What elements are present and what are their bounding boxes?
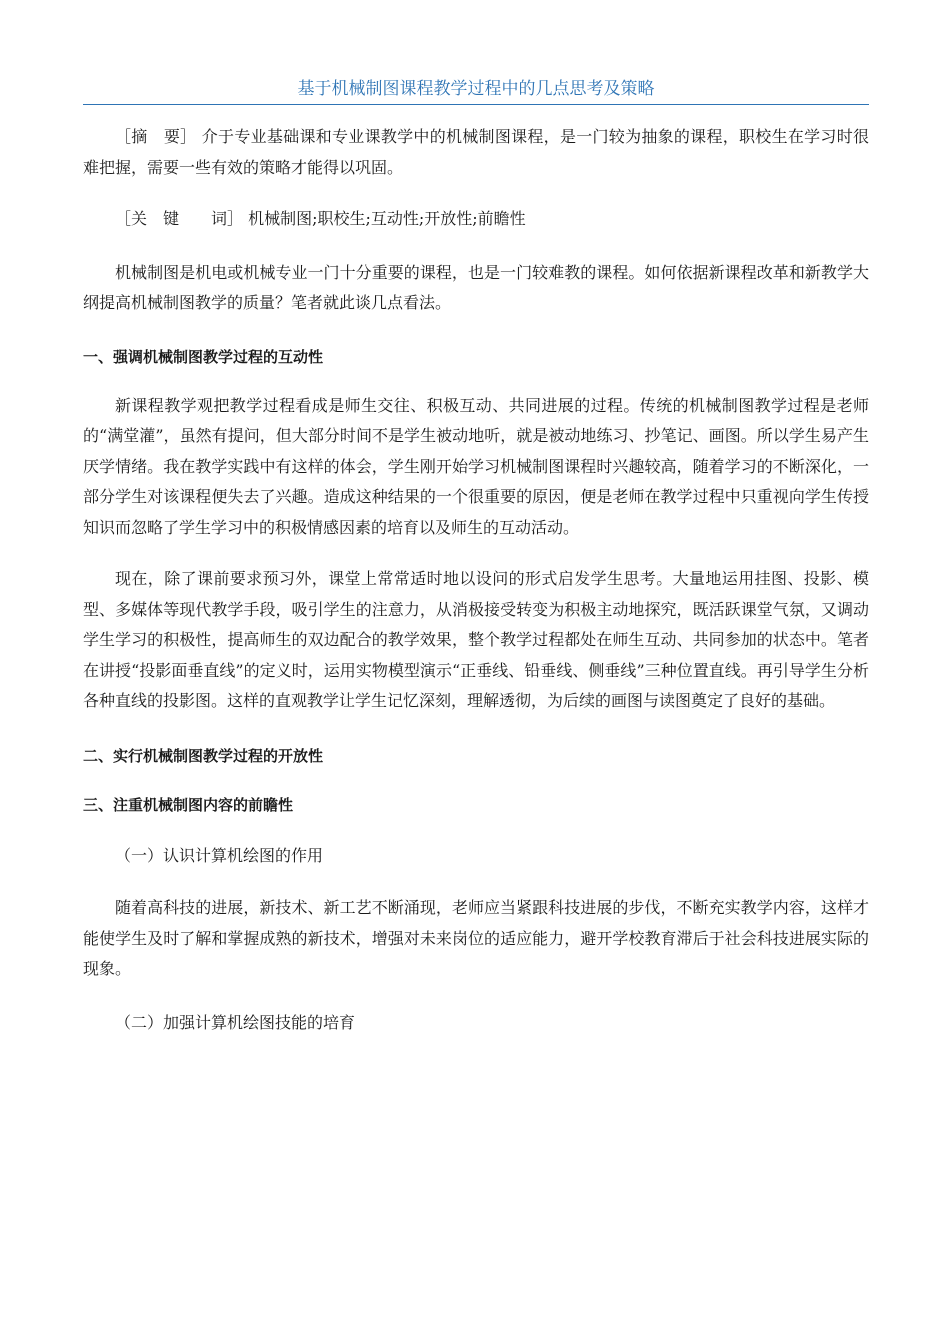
section-1-heading: 一、强调机械制图教学过程的互动性 — [83, 347, 324, 366]
section-3-heading: 三、注重机械制图内容的前瞻性 — [83, 795, 294, 814]
section-1-paragraph-1: 新课程教学观把教学过程看成是师生交往、积极互动、共同进展的过程。传统的机械制图教学过程是老师的“满堂灌”，虽然有提问，但大部分时间不是学生被动地听，就是被动地练习、抄笔记、画图。所以学生易产生厌学情绪。我在教学实践中有这样的体会，学生刚开始学习机械制图课程时兴趣较高，随着学习的不断深化，一部分学生对该课程便失去了兴趣。造成这种结果的一个很重要的原因，便是老师在教学过程中只重视向学生传授知识而忽略了学生学习中的积极情感因素的培育以及师生的互动活动。 — [83, 395, 869, 537]
intro-paragraph: 机械制图是机电或机械专业一门十分重要的课程，也是一门较难教的课程。如何依据新课程改革和新教学大纲提高机械制图教学的质量？笔者就此谈几点看法。 — [83, 262, 869, 312]
subsection-1-heading: （一）认识计算机绘图的作用 — [115, 845, 324, 865]
abstract: ［摘 要］ 介于专业基础课和专业课教学中的机械制图课程，是一门较为抽象的课程，职校生在学习时很难把握，需要一些有效的策略才能得以巩固。 — [83, 127, 869, 177]
document-page — [83, 78, 869, 1038]
keywords: ［关 键 词］ 机械制图;职校生;互动性;开放性;前瞻性 — [115, 209, 526, 228]
subsection-2-heading: （二）加强计算机绘图技能的培育 — [115, 1012, 356, 1032]
document-title: 基于机械制图课程教学过程中的几点思考及策略 — [83, 78, 869, 105]
section-1-paragraph-2: 现在，除了课前要求预习外，课堂上常常适时地以设问的形式启发学生思考。大量地运用挂图、投影、模型、多媒体等现代教学手段，吸引学生的注意力，从消极接受转变为积极主动地探究，既活跃课堂气氛，又调动学生学习的积极性，提高师生的双边配合的教学效果，整个教学过程都处在师生互动、共同参加的状态中。笔者在讲授“投影面垂直线”的定义时，运用实物模型演示“正垂线、铅垂线、侧垂线”三种位置直线。再引导学生分析各种直线的投影图。这样的直观教学让学生记忆深刻，理解透彻，为后续的画图与读图奠定了良好的基础。 — [83, 569, 869, 710]
section-2-heading: 二、实行机械制图教学过程的开放性 — [83, 746, 324, 765]
subsection-1-paragraph: 随着高科技的进展，新技术、新工艺不断涌现，老师应当紧跟科技进展的步伐，不断充实教学内容，这样才能使学生及时了解和掌握成熟的新技术，增强对未来岗位的适应能力，避开学校教育滞后于社会科技进展实际的现象。 — [83, 898, 869, 978]
